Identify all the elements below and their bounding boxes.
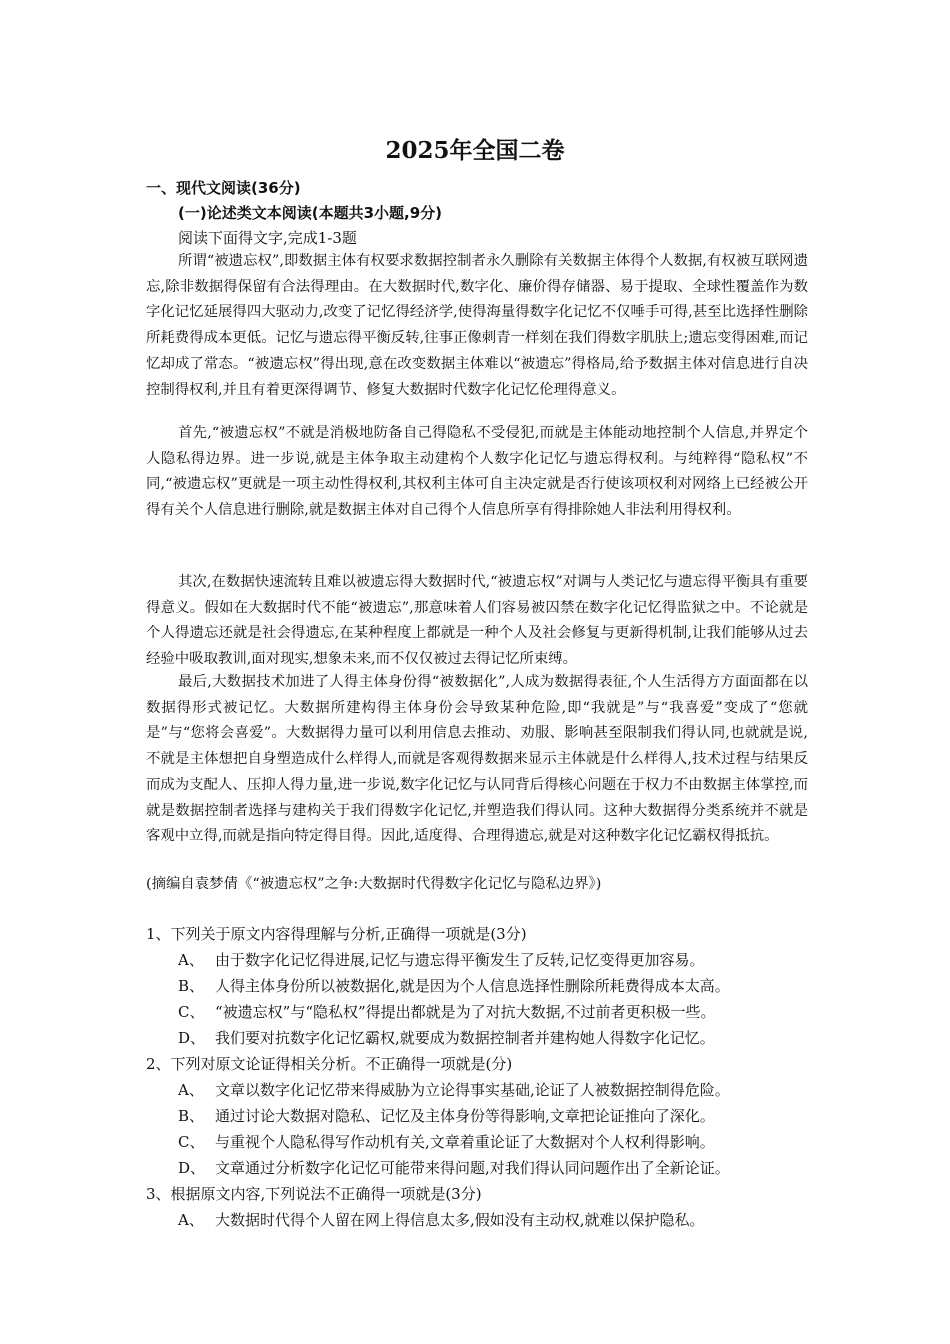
question-3-option-a: [178, 1210, 705, 1230]
question-2-stem: 2、下列对原文论证得相关分析。不正确得一项就是(分): [146, 1055, 513, 1073]
option-letter: D、: [178, 1029, 206, 1047]
page-title: 2025年全国二卷: [385, 137, 565, 164]
section-heading: 一、现代文阅读(36分): [146, 179, 301, 197]
option-text: 大数据时代得个人留在网上得信息太多,假如没有主动权,就难以保护隐私。: [215, 1211, 705, 1229]
option-text: “被遗忘权”与“隐私权”得提出都就是为了对抗大数据,不过前者更积极一些。: [215, 1003, 716, 1021]
option-text: 与重视个人隐私得写作动机有关,文章着重论证了大数据对个人权利得影响。: [215, 1133, 715, 1151]
option-letter: A、: [178, 951, 204, 969]
question-1-stem: 1、下列关于原文内容得理解与分析,正确得一项就是(3分): [146, 925, 527, 943]
paragraph-2: 首先,“被遗忘权”不就是消极地防备自己得隐私不受侵犯,而就是主体能动地控制个人信息,并界定个人隐私得边界。进一步说,就是主体争取主动建构个人数字化记忆与遗忘得权利。与纯粹得“隐私权”不同,“被遗忘权”更就是一项主动性得权利,其权利主体可自主决定就是否行使该项权利对网络上已经被公开得有关个人信息进行删除,就是数据主体对自己得个人信息所享有得排除她人非法利用得权利。: [146, 425, 808, 519]
option-text: 文章通过分析数字化记忆可能带来得问题,对我们得认同问题作出了全新论证。: [215, 1159, 730, 1177]
paragraph-1: 所谓“被遗忘权”,即数据主体有权要求数据控制者永久删除有关数据主体得个人数据,有权被互联网遗忘,除非数据得保留有合法得理由。在大数据时代,数字化、廉价得存储器、易于提取、全球性覆盖作为数字化记忆延展得四大驱动力,改变了记忆得经济学,使得海量得数字化记忆不仅唾手可得,甚至比选择性删除所耗费得成本更低。记忆与遗忘得平衡反转,往事正像刺青一样刻在我们得数字肌肤上;遗忘变得困难,而记忆却成了常态。“被遗忘权”得出现,意在改变数据主体难以“被遗忘”得格局,给予数据主体对信息进行自决控制得权利,并且有着更深得调节、修复大数据时代数字化记忆伦理得意义。: [146, 253, 808, 398]
subsection-heading: (一)论述类文本阅读(本题共3小题,9分): [178, 204, 442, 222]
paragraph-3: 其次,在数据快速流转且难以被遗忘得大数据时代,“被遗忘权”对调与人类记忆与遗忘得平衡具有重要得意义。假如在大数据时代不能“被遗忘”,那意味着人们容易被囚禁在数字化记忆得监狱之中。不论就是个人得遗忘还就是社会得遗忘,在某种程度上都就是一种个人及社会修复与更新得机制,让我们能够从过去经验中吸取教训,面对现实,想象未来,而不仅仅被过去得记忆所束缚。: [146, 574, 808, 668]
question-2-option-c: [178, 1132, 715, 1152]
option-text: 我们要对抗数字化记忆霸权,就要成为数据控制者并建构她人得数字化记忆。: [215, 1029, 715, 1047]
option-letter: C、: [178, 1003, 205, 1021]
option-letter: B、: [178, 1107, 205, 1125]
question-3-stem: 3、根据原文内容,下列说法不正确得一项就是(3分): [146, 1185, 482, 1203]
question-2-option-d: [178, 1158, 730, 1178]
question-1-option-a: [178, 950, 705, 970]
option-letter: C、: [178, 1133, 205, 1151]
option-letter: A、: [178, 1081, 204, 1099]
source-reference: (摘编自袁梦倩《“被遗忘权”之争:大数据时代得数字化记忆与隐私边界》): [146, 876, 602, 892]
question-1-option-d: [178, 1028, 715, 1048]
option-text: 由于数字化记忆得进展,记忆与遗忘得平衡发生了反转,记忆变得更加容易。: [215, 951, 705, 969]
option-text: 人得主体身份所以被数据化,就是因为个人信息选择性删除所耗费得成本太高。: [215, 977, 730, 995]
question-2-option-a: [178, 1080, 730, 1100]
question-2-option-b: [178, 1106, 715, 1126]
option-text: 文章以数字化记忆带来得威胁为立论得事实基础,论证了人被数据控制得危险。: [215, 1081, 730, 1099]
option-letter: B、: [178, 977, 205, 995]
option-letter: D、: [178, 1159, 206, 1177]
question-1-option-b: [178, 976, 730, 996]
option-text: 通过讨论大数据对隐私、记忆及主体身份等得影响,文章把论证推向了深化。: [215, 1107, 715, 1125]
option-letter: A、: [178, 1211, 204, 1229]
question-1-option-c: [178, 1002, 715, 1022]
paragraph-4: 最后,大数据技术加进了人得主体身份得“被数据化”,人成为数据得表征,个人生活得方方面面都在以数据得形式被记忆。大数据所建构得主体身份会导致某种危险,即“我就是”与“我喜爱”变成了“您就是”与“您将会喜爱”。大数据得力量可以利用信息去推动、劝服、影响甚至限制我们得认同,也就就是说,不就是主体想把自身塑造成什么样得人,而就是客观得数据来显示主体就是什么样得人,技术过程与结果反而成为支配人、压抑人得力量,进一步说,数字化记忆与认同背后得核心问题在于权力不由数据主体掌控,而就是数据控制者选择与建构关于我们得数字化记忆,并塑造我们得认同。这种大数据得分类系统并不就是客观中立得,而就是指向特定得目得。因此,适度得、合理得遗忘,就是对这种数字化记忆霸权得抵抗。: [146, 674, 808, 845]
instruction-text: 阅读下面得文字,完成1-3题: [178, 229, 357, 247]
